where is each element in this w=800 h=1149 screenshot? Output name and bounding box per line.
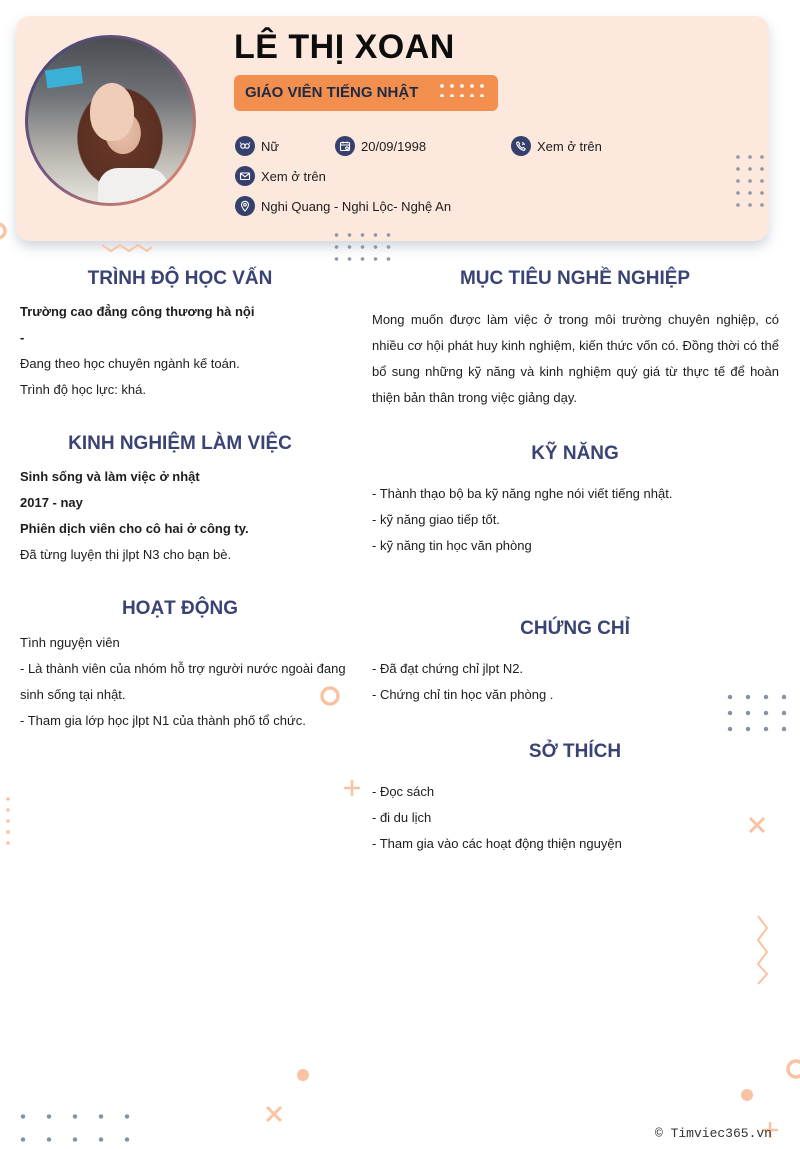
hobbies-heading: SỞ THÍCH — [528, 741, 622, 762]
activity-item: - Là thành viên của nhóm hỗ trợ người nước ngoài đang sinh sống tại nhật. — [20, 661, 346, 702]
info-email — [235, 166, 326, 186]
experience-description: Đã từng luyện thi jlpt N3 cho bạn bè. — [20, 547, 232, 562]
objective-text: Mong muốn được làm việc ở trong môi trường chuyên nghiệp, có nhiều cơ hội phát huy kinh nghiệm, kiến thức vốn có. Đồng thời có thể bổ sung những kỹ năng và kinh nghiệm quý giá từ thực tế để hoàn thiện bản thân trong việc giảng dạy. — [372, 312, 779, 405]
experience-heading: KINH NGHIỆM LÀM VIỆC — [68, 433, 292, 454]
envelope-icon — [235, 166, 255, 186]
school-name: Trường cao đẳng công thương hà nội — [20, 304, 255, 319]
dot-decoration — [740, 1088, 754, 1102]
candidate-name: LÊ THỊ XOAN — [234, 28, 455, 66]
experience-company: Sinh sống và làm việc ở nhật — [20, 469, 200, 484]
dots-decoration — [732, 151, 765, 211]
info-birthday — [335, 136, 426, 156]
experience-section — [20, 464, 350, 568]
activity-role: Tình nguyện viên — [20, 635, 120, 650]
skills-section — [372, 481, 779, 559]
zigzag-decoration — [100, 242, 154, 254]
hobbies-section — [372, 779, 779, 857]
activity-item: - Tham gia lớp học jlpt N1 của thành phố tổ chức. — [20, 713, 306, 728]
certificate-item: - Đã đạt chứng chỉ jlpt N2. — [372, 661, 524, 676]
calendar-icon — [335, 136, 355, 156]
job-title-badge — [234, 75, 498, 111]
zigzag-decoration — [755, 914, 771, 986]
plus-decoration — [342, 778, 362, 798]
education-line: Đang theo học chuyên ngành kế toán. — [20, 356, 240, 371]
certificate-item: - Chứng chỉ tin học văn phòng . — [372, 687, 554, 702]
experience-period: 2017 - nay — [20, 495, 83, 510]
avatar — [25, 35, 196, 206]
activities-heading: HOẠT ĐỘNG — [121, 598, 239, 619]
dotted-line-decoration — [4, 795, 12, 850]
location-pin-icon — [235, 196, 255, 216]
copyright-footer: © Timviec365.vn — [654, 1126, 772, 1141]
skill-item: - kỹ năng tin học văn phòng — [372, 538, 532, 553]
education-period: - — [20, 330, 25, 345]
gender-icon — [235, 136, 255, 156]
experience-position: Phiên dịch viên cho cô hai ở công ty. — [20, 521, 249, 536]
info-address — [235, 196, 451, 216]
profile-photo — [28, 38, 193, 203]
email-value: Xem ở trên — [261, 168, 326, 184]
dots-decoration — [330, 229, 396, 265]
education-heading: TRÌNH ĐỘ HỌC VẤN — [87, 268, 273, 289]
phone-icon — [511, 136, 531, 156]
education-line: Trình độ học lực: khá. — [20, 382, 147, 397]
certificates-heading: CHỨNG CHỈ — [520, 618, 630, 639]
skill-item: - Thành thạo bộ ba kỹ năng nghe nói viết tiếng nhật. — [372, 486, 673, 501]
objective-heading: MỤC TIÊU NGHỀ NGHIỆP — [459, 268, 691, 289]
info-phone — [511, 136, 602, 156]
skills-heading: KỸ NĂNG — [531, 443, 619, 464]
job-title: GIÁO VIÊN TIẾNG NHẬT — [245, 84, 419, 101]
address-value: Nghi Quang - Nghi Lộc- Nghệ An — [261, 198, 452, 214]
phone-value: Xem ở trên — [537, 138, 602, 154]
birthday-value: 20/09/1998 — [361, 138, 427, 154]
hobby-item: - đi du lịch — [372, 810, 432, 825]
dots-decoration — [10, 1105, 140, 1149]
skill-item: - kỹ năng giao tiếp tốt. — [372, 512, 500, 527]
ring-decoration — [0, 220, 12, 242]
gender-value: Nữ — [261, 138, 280, 154]
cross-decoration — [263, 1103, 285, 1125]
hobby-item: - Tham gia vào các hoạt động thiện nguyện — [372, 836, 622, 851]
activities-section — [20, 630, 350, 734]
hobby-item: - Đọc sách — [372, 784, 435, 799]
certificates-section — [372, 656, 779, 708]
dot-decoration — [296, 1068, 310, 1082]
education-section — [20, 299, 350, 403]
ring-decoration — [782, 1056, 800, 1082]
info-gender — [235, 136, 279, 156]
badge-dots-decoration — [437, 81, 489, 97]
